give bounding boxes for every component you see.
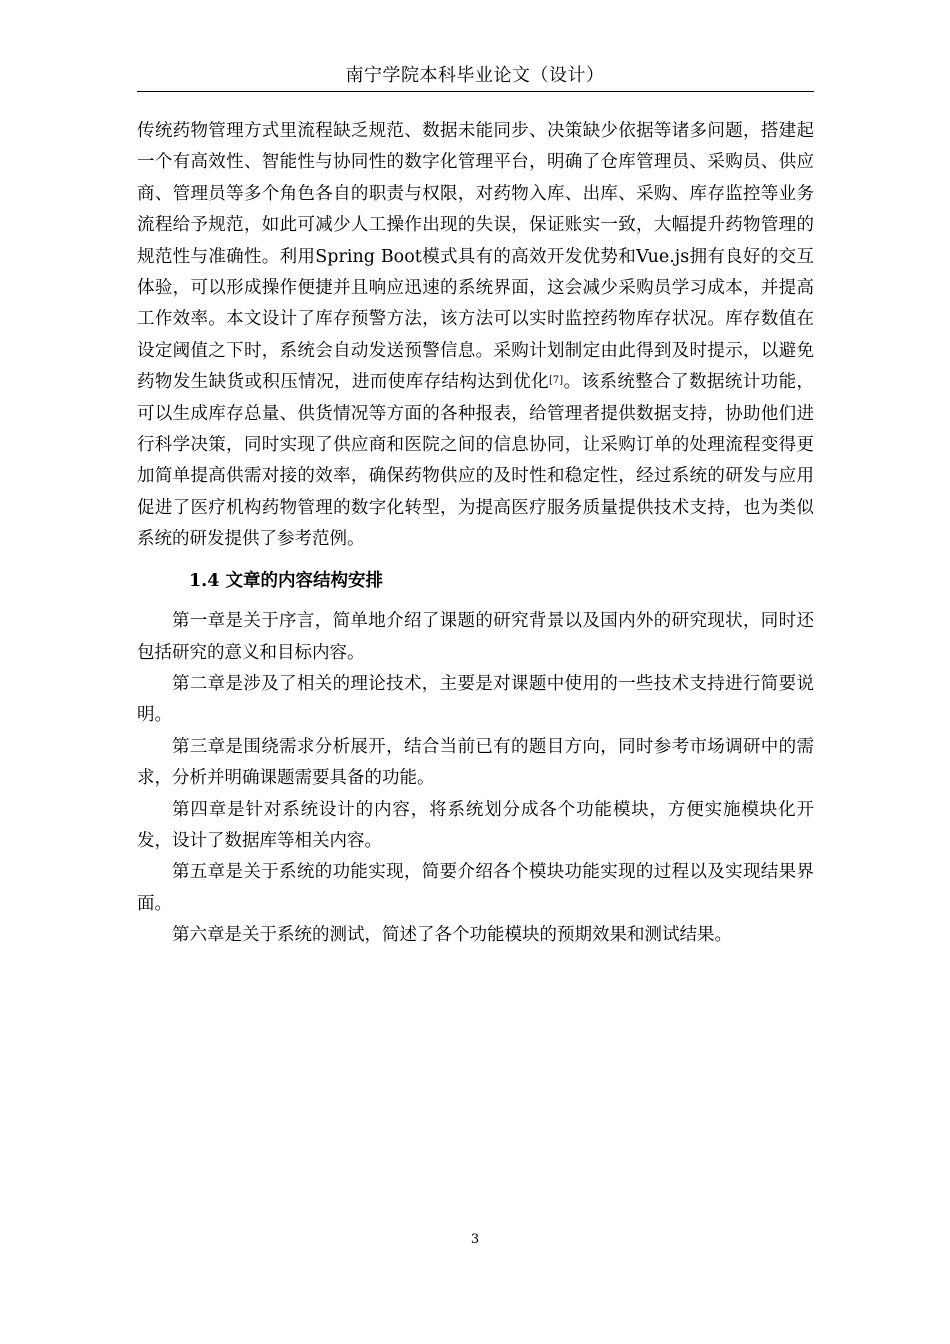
chapter-summary-1: 第一章是关于序言，简单地介绍了课题的研究背景以及国内外的研究现状，同时还包括研究的意义和目标内容。 [137,611,814,663]
chapter-summary-6: 第六章是关于系统的测试，简述了各个功能模块的预期效果和测试结果。 [172,925,732,946]
chapter-summary-5: 第五章是关于系统的功能实现，简要介绍各个模块功能实现的过程以及实现结果界面。 [137,862,814,914]
paragraph-text-part-1: 传统药物管理方式里流程缺乏规范、数据未能同步、决策缺少依据等诸多问题，搭建起一个有高效性、智能性与协同性的数字化管理平台，明确了仓库管理员、采购员、供应商、管理员等多个角色各自的职责与权限，对药物入库、出库、采购、库存监控等业务流程给予规范，如此可减少人工操作出现的失误，保证账实一致，大幅提升药物管理的规范性与准确性。利用Spring Boot模式具有的高效开发优势和Vue.js拥有良好的交互体验，可以形成操作便捷并且响应迅速的系统界面，这会减少采购员学习成本，并提高工作效率。本文设计了库存预警方法，该方法可以实时监控药物库存状况。库存数值在设定阈值之下时，系统会自动发送预警信息。采购计划制定由此得到及时提示，以避免药物发生缺货或积压情况，进而使库存结构达到优化 [137,121,814,393]
paragraph-significance [137,116,814,556]
running-header: 南宁学院本科毕业论文（设计） [345,65,605,86]
paragraph-text-part-2: 。该系统整合了数据统计功能，可以生成库存总量、供货情况等方面的各种报表，给管理者提供数据支持，协助他们进行科学决策，同时实现了供应商和医院之间的信息协同，让采购订单的处理流程变得更加简单提高供需对接的效率，确保药物供应的及时性和稳定性，经过系统的研发与应用促进了医疗机构药物管理的数字化转型，为提高医疗服务质量提供技术支持，也为类似系统的研发提供了参考范例。 [137,372,815,550]
chapter-summary-4: 第四章是针对系统设计的内容，将系统划分成各个功能模块，方便实施模块化开发，设计了数据库等相关内容。 [137,799,814,851]
body-text [137,116,814,952]
chapter-summary-3: 第三章是围绕需求分析展开，结合当前已有的题目方向，同时参考市场调研中的需求，分析并明确课题需要具备的功能。 [137,736,814,789]
chapter-summary-2: 第二章是涉及了相关的理论技术，主要是对课题中使用的一些技术支持进行简要说明。 [137,673,814,726]
citation-reference[interactable]: [7] [549,375,564,387]
section-heading: 1.4 文章的内容结构安排 [189,570,384,591]
header-rule [137,91,814,92]
page-number: 3 [470,1232,480,1247]
